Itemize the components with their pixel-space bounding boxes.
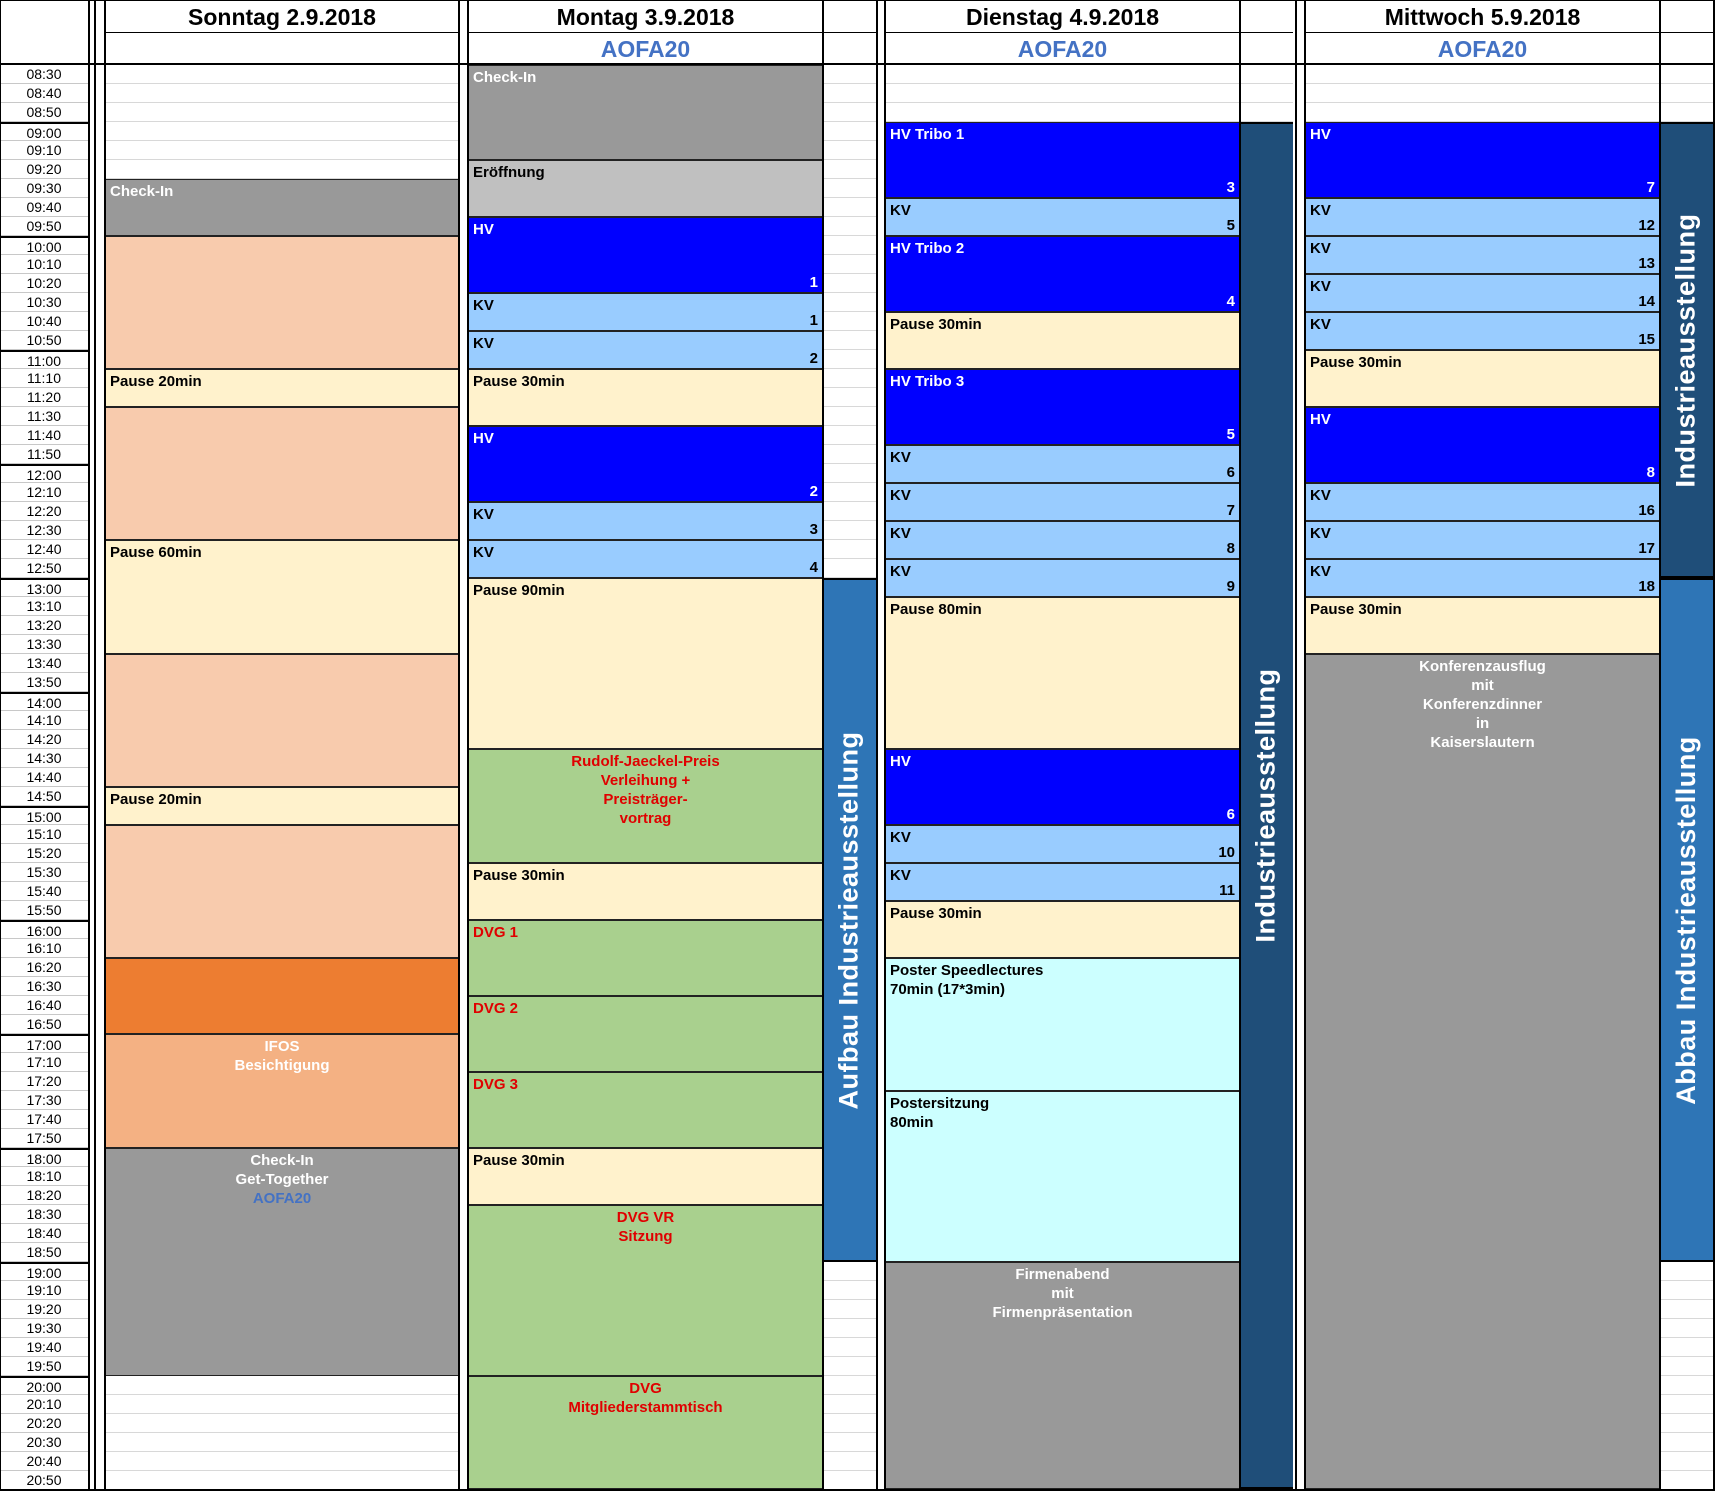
grid-row <box>106 1414 458 1433</box>
grid-row <box>106 103 458 122</box>
schedule-block[interactable] <box>886 369 1239 445</box>
schedule-block[interactable] <box>1306 407 1659 483</box>
column-divider <box>822 0 824 1490</box>
header-underline <box>106 32 458 33</box>
schedule-block[interactable] <box>886 198 1239 236</box>
schedule-block[interactable] <box>106 958 458 1034</box>
schedule-block[interactable] <box>886 483 1239 521</box>
block-label: Pause 20min <box>110 373 202 390</box>
time-label: 18:40 <box>0 1224 88 1243</box>
column-divider <box>467 0 469 1490</box>
block-label: DVG 1 <box>473 924 519 941</box>
time-label: 16:00 <box>0 920 88 939</box>
schedule-block[interactable] <box>469 217 822 293</box>
time-label: 12:10 <box>0 483 88 502</box>
block-label: KV <box>1310 202 1331 219</box>
block-label: Check-In <box>110 183 174 200</box>
block-label: DVG Mitgliederstammtisch <box>568 1380 723 1416</box>
block-label: Poster Speedlectures 70min (17*3min) <box>890 962 1044 998</box>
block-label: HV Tribo 3 <box>890 373 965 390</box>
time-label: 15:50 <box>0 901 88 920</box>
conference-label: AOFA20 <box>1437 36 1528 62</box>
column-divider <box>876 0 878 1490</box>
time-label: 13:30 <box>0 635 88 654</box>
block-number: 6 <box>1226 464 1235 481</box>
time-label: 13:20 <box>0 616 88 635</box>
time-label: 19:00 <box>0 1262 88 1281</box>
time-label: 20:50 <box>0 1471 88 1490</box>
schedule-block[interactable] <box>886 749 1239 825</box>
time-label: 14:00 <box>0 692 88 711</box>
block-number: 5 <box>1226 217 1235 234</box>
time-label: 19:40 <box>0 1338 88 1357</box>
day-header: Dienstag 4.9.2018 <box>886 0 1239 33</box>
schedule-block[interactable] <box>106 825 458 958</box>
block-label: HV <box>1310 411 1331 428</box>
block-number: 13 <box>1638 255 1655 272</box>
schedule-block[interactable] <box>469 578 822 749</box>
schedule-block[interactable] <box>106 787 458 825</box>
schedule-block[interactable] <box>1306 274 1659 312</box>
block-label: HV Tribo 2 <box>890 240 965 257</box>
block-label-extra: AOFA20 <box>252 1190 312 1207</box>
schedule-block[interactable] <box>469 331 822 369</box>
time-label: 10:10 <box>0 255 88 274</box>
column-divider <box>94 0 96 1490</box>
grid-row <box>106 1395 458 1414</box>
time-label: 14:50 <box>0 787 88 806</box>
time-label: 13:00 <box>0 578 88 597</box>
header-divider <box>0 63 1715 65</box>
schedule-block[interactable] <box>469 1376 822 1489</box>
schedule-block[interactable] <box>1306 483 1659 521</box>
time-label: 08:30 <box>0 65 88 84</box>
time-label: 17:50 <box>0 1129 88 1148</box>
block-number: 8 <box>1646 464 1655 481</box>
schedule-block[interactable] <box>106 236 458 369</box>
time-label: 18:20 <box>0 1186 88 1205</box>
block-number: 14 <box>1638 293 1655 310</box>
column-divider <box>88 0 90 1490</box>
block-label: KV <box>1310 278 1331 295</box>
column-divider <box>104 0 106 1490</box>
block-label: KV <box>473 544 494 561</box>
schedule-block[interactable] <box>1306 559 1659 597</box>
block-label: KV <box>1310 563 1331 580</box>
time-label: 18:50 <box>0 1243 88 1262</box>
block-label: DVG 3 <box>473 1076 519 1093</box>
schedule-block[interactable] <box>469 863 822 920</box>
time-label: 20:00 <box>0 1376 88 1395</box>
schedule-block[interactable] <box>886 122 1239 198</box>
schedule-block[interactable] <box>106 654 458 787</box>
time-label: 09:20 <box>0 160 88 179</box>
block-label: KV <box>890 487 911 504</box>
time-label: 16:40 <box>0 996 88 1015</box>
block-label: Pause 30min <box>890 316 982 333</box>
time-label: 10:40 <box>0 312 88 331</box>
time-label: 09:50 <box>0 217 88 236</box>
block-label: KV <box>890 829 911 846</box>
time-label: 14:40 <box>0 768 88 787</box>
exhibition-bar-label: Abbau Industrieausstellung <box>1670 735 1701 1105</box>
time-label: 16:50 <box>0 1015 88 1034</box>
time-label: 11:30 <box>0 407 88 426</box>
schedule-block[interactable] <box>106 407 458 540</box>
block-number: 8 <box>1226 540 1235 557</box>
time-label: 12:20 <box>0 502 88 521</box>
block-label: Pause 30min <box>1310 354 1402 371</box>
day-header: Sonntag 2.9.2018 <box>106 0 458 33</box>
block-number: 1 <box>809 274 818 291</box>
exhibition-bar-label: Industrieausstellung <box>1250 668 1281 943</box>
time-label: 16:30 <box>0 977 88 996</box>
time-label: 20:20 <box>0 1414 88 1433</box>
schedule-block[interactable] <box>469 920 822 996</box>
block-label: IFOS Besichtigung <box>234 1038 330 1074</box>
day-header: Montag 3.9.2018 <box>469 0 822 33</box>
schedule-block[interactable] <box>469 1205 822 1376</box>
schedule-block[interactable] <box>1306 597 1659 654</box>
time-label: 16:20 <box>0 958 88 977</box>
block-label: DVG 2 <box>473 1000 519 1017</box>
grid-row <box>106 1452 458 1471</box>
block-label: KV <box>890 202 911 219</box>
block-number: 9 <box>1226 578 1235 595</box>
exhibition-bar <box>822 578 876 1262</box>
schedule-block[interactable] <box>1306 198 1659 236</box>
header-underline <box>886 32 1293 33</box>
time-label: 17:10 <box>0 1053 88 1072</box>
grid-row <box>106 160 458 179</box>
time-label: 12:40 <box>0 540 88 559</box>
block-label: Pause 80min <box>890 601 982 618</box>
schedule-block[interactable] <box>886 825 1239 863</box>
schedule-block[interactable] <box>1306 122 1659 198</box>
grid-row <box>106 65 458 84</box>
time-label: 11:20 <box>0 388 88 407</box>
exhibition-bar <box>1659 122 1713 578</box>
time-label: 15:30 <box>0 863 88 882</box>
time-label: 18:10 <box>0 1167 88 1186</box>
time-label: 11:00 <box>0 350 88 369</box>
grid-row <box>886 65 1293 84</box>
block-label: KV <box>890 525 911 542</box>
block-number: 10 <box>1218 844 1235 861</box>
time-label: 14:20 <box>0 730 88 749</box>
block-label: KV <box>890 563 911 580</box>
time-label: 12:00 <box>0 464 88 483</box>
column-divider <box>1304 0 1306 1490</box>
block-label: KV <box>1310 525 1331 542</box>
block-label: Pause 30min <box>473 373 565 390</box>
block-label: HV <box>890 753 911 770</box>
schedule-block[interactable] <box>886 901 1239 958</box>
time-label: 13:10 <box>0 597 88 616</box>
grid-row <box>886 84 1293 103</box>
block-number: 12 <box>1638 217 1655 234</box>
grid-row <box>106 84 458 103</box>
schedule-block[interactable] <box>1306 312 1659 350</box>
exhibition-bar <box>1659 578 1713 1262</box>
block-label: Check-In Get-Together AOFA20 <box>106 1151 458 1208</box>
time-label: 15:40 <box>0 882 88 901</box>
time-label: 12:50 <box>0 559 88 578</box>
block-number: 5 <box>1226 426 1235 443</box>
time-label: 11:50 <box>0 445 88 464</box>
block-number: 1 <box>809 312 818 329</box>
schedule-block[interactable] <box>469 160 822 217</box>
schedule-block[interactable] <box>886 1091 1239 1262</box>
block-number: 16 <box>1638 502 1655 519</box>
schedule-block[interactable] <box>469 1148 822 1205</box>
grid-row <box>1306 103 1713 122</box>
schedule-block[interactable] <box>469 996 822 1072</box>
time-label: 17:00 <box>0 1034 88 1053</box>
time-label: 09:40 <box>0 198 88 217</box>
schedule-block[interactable] <box>106 540 458 654</box>
block-number: 7 <box>1226 502 1235 519</box>
schedule-block[interactable] <box>886 863 1239 901</box>
block-label: KV <box>1310 240 1331 257</box>
time-label: 20:40 <box>0 1452 88 1471</box>
block-label: Konferenzausflug mit Konferenzdinner in Kaiserslautern <box>1419 658 1546 751</box>
block-label: KV <box>890 449 911 466</box>
time-label: 10:50 <box>0 331 88 350</box>
schedule-block[interactable] <box>106 369 458 407</box>
schedule-block[interactable] <box>1306 521 1659 559</box>
column-divider <box>1659 0 1661 1490</box>
block-label: KV <box>1310 487 1331 504</box>
block-label: Check-In <box>473 69 537 86</box>
header-underline <box>469 32 876 33</box>
time-label: 13:40 <box>0 654 88 673</box>
block-label: KV <box>473 335 494 352</box>
top-border <box>0 0 1715 1</box>
schedule-block[interactable] <box>886 597 1239 749</box>
schedule-block[interactable] <box>886 559 1239 597</box>
block-label: KV <box>1310 316 1331 333</box>
time-label: 20:30 <box>0 1433 88 1452</box>
block-label: HV <box>1310 126 1331 143</box>
block-number: 15 <box>1638 331 1655 348</box>
column-divider <box>458 0 460 1490</box>
time-label: 17:30 <box>0 1091 88 1110</box>
time-label: 10:30 <box>0 293 88 312</box>
schedule-block[interactable] <box>1306 654 1659 1489</box>
grid-row <box>1306 84 1713 103</box>
time-label: 19:10 <box>0 1281 88 1300</box>
block-label: Eröffnung <box>473 164 545 181</box>
time-label: 19:30 <box>0 1319 88 1338</box>
block-label: HV <box>473 430 494 447</box>
block-label: Pause 30min <box>1310 601 1402 618</box>
block-number: 6 <box>1226 806 1235 823</box>
block-number: 2 <box>809 350 818 367</box>
block-number: 11 <box>1219 882 1235 899</box>
day-header: Mittwoch 5.9.2018 <box>1306 0 1659 33</box>
schedule-block[interactable] <box>106 179 458 236</box>
schedule-block[interactable] <box>469 749 822 863</box>
block-number: 3 <box>809 521 818 538</box>
block-number: 3 <box>1226 179 1235 196</box>
time-label: 18:00 <box>0 1148 88 1167</box>
schedule-block[interactable] <box>469 65 822 160</box>
time-label: 08:40 <box>0 84 88 103</box>
time-label: 09:30 <box>0 179 88 198</box>
time-label: 11:10 <box>0 369 88 388</box>
block-number: 4 <box>809 559 818 576</box>
schedule-block[interactable] <box>469 540 822 578</box>
schedule-block[interactable] <box>886 521 1239 559</box>
schedule-block[interactable] <box>469 293 822 331</box>
grid-row <box>106 122 458 141</box>
conference-label <box>106 33 458 65</box>
time-label: 14:30 <box>0 749 88 768</box>
grid-row <box>886 103 1293 122</box>
conference-label: AOFA20 <box>1017 36 1108 62</box>
block-label: Pause 60min <box>110 544 202 561</box>
time-label: 16:10 <box>0 939 88 958</box>
block-label: KV <box>473 506 494 523</box>
block-label: Firmenabend mit Firmenpräsentation <box>992 1266 1133 1321</box>
time-label: 19:50 <box>0 1357 88 1376</box>
block-number: 4 <box>1226 293 1235 310</box>
header-underline <box>1306 32 1713 33</box>
schedule-block[interactable] <box>469 502 822 540</box>
block-label: Pause 90min <box>473 582 565 599</box>
time-label: 17:40 <box>0 1110 88 1129</box>
schedule-block[interactable] <box>469 426 822 502</box>
time-label: 12:30 <box>0 521 88 540</box>
block-label: Pause 30min <box>473 1152 565 1169</box>
block-label: HV <box>473 221 494 238</box>
column-divider <box>1239 0 1241 1490</box>
time-label: 14:10 <box>0 711 88 730</box>
time-label: 09:10 <box>0 141 88 160</box>
time-label: 11:40 <box>0 426 88 445</box>
time-label: 18:30 <box>0 1205 88 1224</box>
exhibition-bar <box>1239 122 1293 1489</box>
time-label: 15:00 <box>0 806 88 825</box>
schedule-block[interactable] <box>1306 236 1659 274</box>
block-number: 17 <box>1638 540 1655 557</box>
column-divider <box>1295 0 1297 1490</box>
grid-row <box>1306 65 1713 84</box>
exhibition-bar-label: Aufbau Industrieausstellung <box>833 730 864 1110</box>
time-label: 13:50 <box>0 673 88 692</box>
conference-label: AOFA20 <box>600 36 691 62</box>
time-label: 10:20 <box>0 274 88 293</box>
schedule-block[interactable] <box>886 958 1239 1091</box>
schedule-block[interactable] <box>886 445 1239 483</box>
block-label: Postersitzung 80min <box>890 1095 990 1131</box>
schedule-block[interactable] <box>469 369 822 426</box>
time-label: 15:20 <box>0 844 88 863</box>
block-number: 18 <box>1638 578 1655 595</box>
block-number: 7 <box>1646 179 1655 196</box>
block-label: Pause 30min <box>890 905 982 922</box>
schedule-block[interactable] <box>886 236 1239 312</box>
column-divider <box>884 0 886 1490</box>
exhibition-bar-label: Industrieausstellung <box>1670 212 1701 488</box>
time-label: 08:50 <box>0 103 88 122</box>
time-label: 19:20 <box>0 1300 88 1319</box>
schedule-block[interactable] <box>106 1034 458 1148</box>
block-label: Rudolf-Jaeckel-Preis Verleihung + Preisträger- vortrag <box>571 753 720 827</box>
schedule-block[interactable] <box>469 1072 822 1148</box>
schedule-block[interactable] <box>886 312 1239 369</box>
block-label: Pause 30min <box>473 867 565 884</box>
block-number: 2 <box>809 483 818 500</box>
column-divider <box>0 0 1 1490</box>
block-label: DVG VR Sitzung <box>616 1209 675 1245</box>
time-label: 15:10 <box>0 825 88 844</box>
schedule-block[interactable] <box>106 1148 458 1376</box>
schedule-block[interactable] <box>1306 350 1659 407</box>
time-label: 10:00 <box>0 236 88 255</box>
block-label: KV <box>473 297 494 314</box>
block-label: HV Tribo 1 <box>890 126 965 143</box>
time-label: 09:00 <box>0 122 88 141</box>
time-label: 17:20 <box>0 1072 88 1091</box>
grid-row <box>106 1471 458 1490</box>
time-label: 20:10 <box>0 1395 88 1414</box>
grid-row <box>106 141 458 160</box>
block-label: Pause 20min <box>110 791 202 808</box>
block-label: KV <box>890 867 911 884</box>
grid-row <box>106 1433 458 1452</box>
schedule-block[interactable] <box>886 1262 1239 1489</box>
grid-row <box>106 1376 458 1395</box>
